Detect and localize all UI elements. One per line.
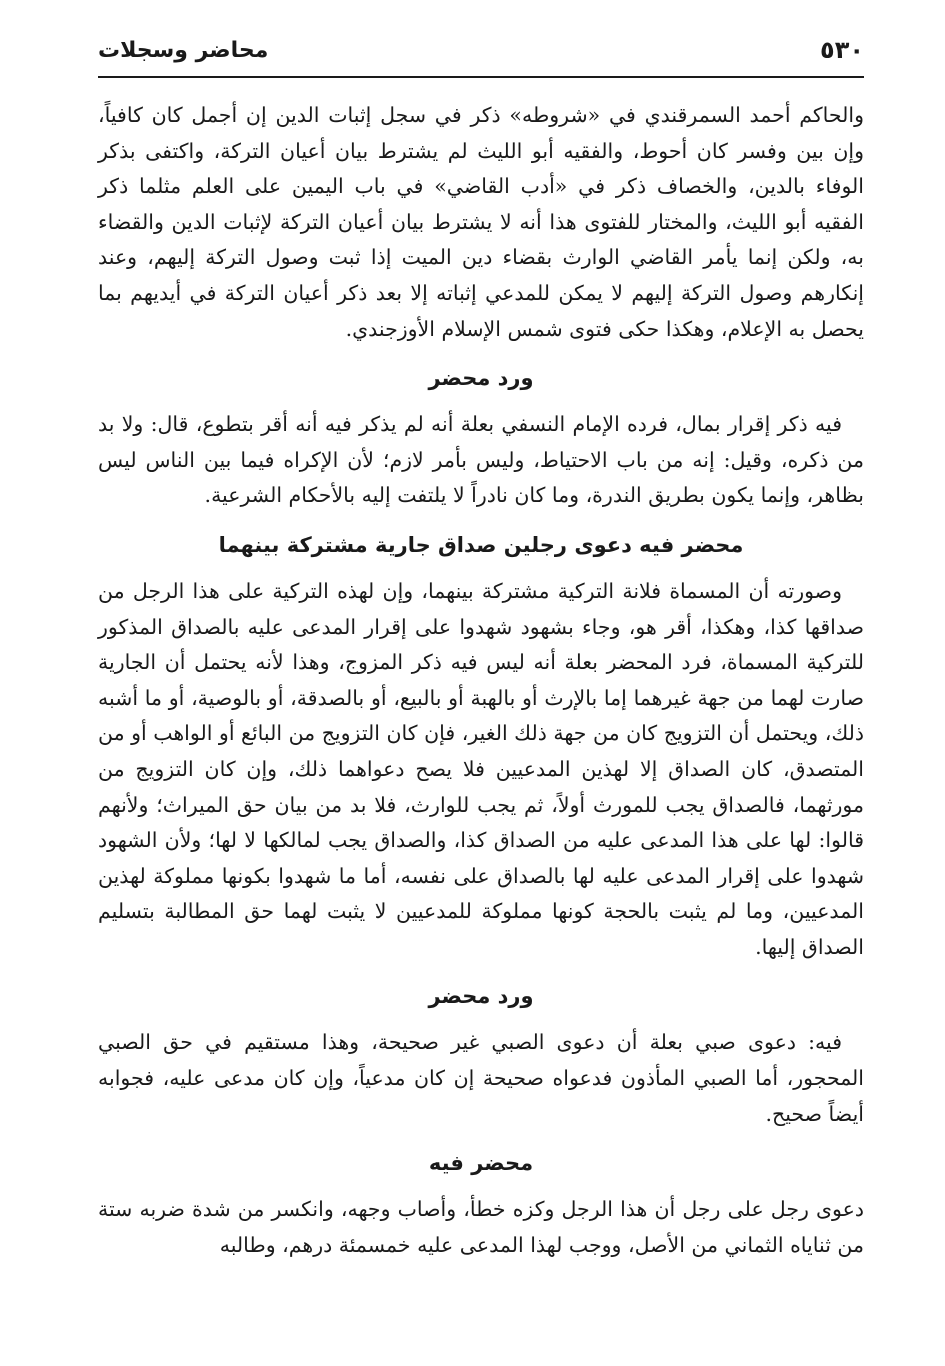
paragraph: فيه: دعوى صبي بعلة أن دعوى الصبي غير صحيحة، وهذا مستقيم في حق الصبي المحجور، أما الصبي المأذون فدعواه صحيحة إن كان مدعياً، وإن كان مدعى عليه، فجوابه أيضاً صحيح.: [98, 1030, 864, 1126]
section-heading: ورد محضر: [428, 984, 534, 1009]
paragraph-intro: والحاكم أحمد السمرقندي في «شروطه» ذكر في سجل إثبات الدين إن أجمل كان كافياً، وإن بين وفسر كان أحوط، والفقيه أبو الليث لم يشترط بيان أعيان التركة، واكتفى بذكر الوفاء بالدين، والخصاف ذكر في «أدب القاضي» في باب اليمين على العلم مثلما ذكر الفقيه أبو الليث، والمختار للفتوى هذا أنه لا يشترط بيان أعيان التركة لإثبات الدين والقضاء به، ولكن إنما يأمر القاضي الوارث بقضاء دين الميت إذا ثبت وصول التركة إليهم، وعند إنكارهم وصول التركة إليهم لا يمكن للمدعي إثباته إلا بعد ذكر أعيان التركة في أيديهم بما يحصل به الإعلام، وهكذا حكى فتوى شمس الإسلام الأوزجندي.: [98, 103, 864, 341]
paragraph: دعوى رجل على رجل أن هذا الرجل وكزه خطأ، وأصاب وجهه، وانكسر من شدة ضربه ستة من ثناياه الثماني من الأصل، ووجب لهذا المدعى عليه خمسمئة درهم، وطالبه: [98, 1197, 864, 1257]
paragraph: وصورته أن المسماة فلانة التركية مشتركة بينهما، وإن لهذه التركية على هذا الرجل من صداقها كذا، وهكذا، أقر هو، وجاء بشهود شهدوا على إقرار المدعى عليه بالصداق المذكور للتركية المسماة، فرد المحضر بعلة أنه ليس فيه ذكر المزوج، وهذا لأنه يحتمل أن الجارية صارت لهما من جهة غيرهما إما بالإرث أو بالهبة أو بالبيع، أو بالصدقة، أو بالوصية، أو ما أشبه ذلك، ويحتمل أن التزويج كان من جهة ذلك الغير، فإن كان التزويج من البائع أو الواهب أو من المتصدق، كان الصداق إلا لهذين المدعيين فلا يصح دعواهما ذلك، وإن كان التزويج من مورثهما، فالصداق يجب للمورث أولاً، ثم يجب للوارث، فلا بد من بيان حق الميراث؛ ولأنهم قالوا: لها على هذا المدعى عليه من الصداق كذا، والصداق يجب لمالكها لا لها؛ ولأن الشهود شهدوا على إقرار المدعى عليه لها بالصداق على نفسه، أما ما شهدوا بكونها مملوكة لهذين المدعيين، وما لم يثبت بالحجة كونها مملوكة للمدعيين لا يثبت لهما حق المطالبة بتسليم الصداق إليها.: [98, 578, 864, 959]
running-title: محاضر وسجلات: [98, 38, 269, 63]
page-number: ٥٣٠: [820, 36, 864, 64]
page-body: [98, 98, 864, 1263]
section-heading: محضر فيه دعوى رجلين صداق جارية مشتركة بينهما: [218, 532, 744, 557]
section-heading: ورد محضر: [428, 366, 534, 391]
page-header: [98, 36, 864, 78]
section-heading: محضر فيه: [428, 1151, 534, 1176]
paragraph: فيه ذكر إقرار بمال، فرده الإمام النسفي بعلة أنه لم يذكر فيه أنه أقر بتطوع، قال: ولا بد من ذكره، وقيل: إنه من باب الاحتياط، وليس بأمر لازم؛ لأن الإكراه فيما بين الناس ليس بظاهر، وإنما يكون بطريق الندرة، وما كان نادراً لا يلتفت إليه بالأحكام الشرعية.: [98, 412, 864, 508]
